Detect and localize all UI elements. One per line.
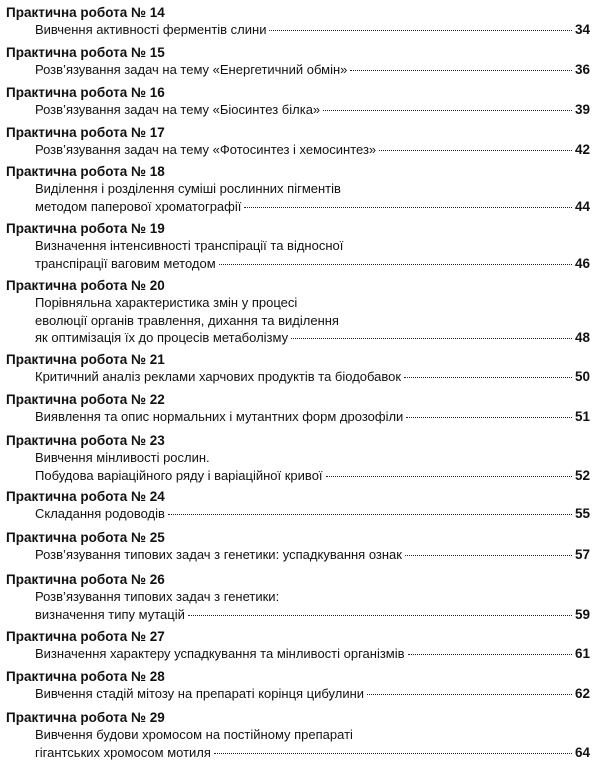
entry-description-text: методом паперової хроматографії [35, 198, 242, 214]
entry-description-line [6, 606, 590, 624]
dot-leader [219, 264, 572, 265]
toc-entry [6, 668, 590, 703]
toc-entry [6, 84, 590, 119]
entry-heading: Практична робота № 17 [6, 125, 165, 140]
entry-description-text: гігантських хромосом мотиля [35, 744, 211, 760]
page-number: 64 [574, 744, 590, 760]
entry-description-line [6, 237, 590, 255]
entry-description-line [6, 61, 590, 79]
entry-description-text: Вивчення будови хромосом на постійному препараті [35, 727, 353, 742]
entry-description-line [6, 467, 590, 485]
entry-description-text: Виділення і розділення суміші рослинних пігментів [35, 181, 341, 196]
entry-description-line [6, 744, 590, 762]
entry-description-line [6, 726, 590, 744]
entry-description-text: Вивчення мінливості рослин. [35, 450, 210, 465]
entry-heading: Практична робота № 19 [6, 221, 165, 236]
entry-heading: Практична робота № 21 [6, 352, 165, 367]
toc-entry [6, 488, 590, 523]
entry-description-text: Визначення характеру успадкування та мінливості організмів [35, 646, 405, 661]
page-number: 44 [574, 198, 590, 214]
page-number: 50 [574, 369, 590, 384]
dot-leader [379, 150, 572, 151]
entry-description-text: Визначення інтенсивності транспірації та відносної [35, 238, 344, 253]
page-number: 62 [574, 686, 590, 701]
dot-leader [406, 417, 572, 418]
entry-description-text: Побудова варіаційного ряду і варіаційної кривої [35, 467, 323, 483]
entry-heading: Практична робота № 28 [6, 669, 165, 684]
dot-leader [168, 514, 572, 515]
page-number: 51 [574, 409, 590, 424]
entry-description-text: Розв’язування типових задач з генетики: успадкування ознак [35, 547, 402, 562]
toc-entry [6, 529, 590, 564]
entry-description-line [6, 312, 590, 330]
entry-description-text: визначення типу мутацій [35, 606, 185, 622]
dot-leader [214, 753, 572, 754]
entry-description-text: як оптимізація їх до процесів метаболізму [35, 330, 289, 345]
entry-heading: Практична робота № 16 [6, 85, 165, 100]
page-number: 34 [574, 22, 590, 37]
toc-entry [6, 628, 590, 663]
entry-description-text: Вивчення активності ферментів слини [35, 22, 267, 37]
page-number: 59 [574, 606, 590, 622]
dot-leader [405, 555, 572, 556]
entry-description-text: Складання родоводів [35, 506, 165, 521]
toc-entry [6, 391, 590, 426]
entry-heading: Практична робота № 24 [6, 489, 165, 504]
entry-description-text: Вивчення стадій мітозу на препараті корінця цибулини [35, 686, 365, 701]
toc-entry [6, 351, 590, 386]
entry-description-line [6, 180, 590, 198]
entry-heading: Практична робота № 18 [6, 164, 165, 179]
entry-description-text: Порівняльна характеристика змін у процесі [35, 295, 298, 310]
entry-description-line [6, 255, 590, 273]
entry-description-line [6, 368, 590, 386]
toc-entry [6, 163, 590, 215]
toc-entry [6, 124, 590, 159]
entry-description-text: Розв’язування задач на тему «Біосинтез білка» [35, 102, 321, 117]
entry-description-line [6, 685, 590, 703]
page-number: 42 [574, 142, 590, 157]
entry-description-text: Розв’язування типових задач з генетики: [35, 589, 280, 604]
toc-entry [6, 4, 590, 39]
entry-description-line [6, 546, 590, 564]
entry-description-line [6, 198, 590, 216]
entry-description-line [6, 329, 590, 347]
entry-heading: Практична робота № 14 [6, 5, 165, 20]
page-number: 52 [574, 467, 590, 483]
page-number: 46 [574, 255, 590, 271]
dot-leader [326, 476, 572, 477]
entry-description-line [6, 645, 590, 663]
page-number: 57 [574, 547, 590, 562]
entry-description-line [6, 21, 590, 39]
entry-description-line [6, 294, 590, 312]
entry-heading: Практична робота № 25 [6, 530, 165, 545]
entry-description-text: Розв’язування задач на тему «Фотосинтез і хемосинтез» [35, 142, 377, 157]
entry-heading: Практична робота № 27 [6, 629, 165, 644]
entry-heading: Практична робота № 22 [6, 392, 165, 407]
page-number: 55 [574, 506, 590, 521]
page-number: 39 [574, 102, 590, 117]
toc-entry [6, 571, 590, 623]
entry-description-line [6, 505, 590, 523]
entry-description-line [6, 588, 590, 606]
entry-description-text: Виявлення та опис нормальних і мутантних форм дрозофіли [35, 409, 404, 424]
page-number: 48 [574, 330, 590, 345]
dot-leader [350, 70, 572, 71]
entry-description-text: Розв’язування задач на тему «Енергетичний обмін» [35, 62, 348, 77]
dot-leader [404, 377, 572, 378]
toc-entry [6, 277, 590, 347]
entry-heading: Практична робота № 26 [6, 572, 165, 587]
toc-entry [6, 220, 590, 272]
toc-entry [6, 44, 590, 79]
entry-description-line [6, 449, 590, 467]
entry-description-line [6, 141, 590, 159]
entry-description-text: еволюції органів травлення, дихання та виділення [35, 312, 339, 328]
entry-description-line [6, 101, 590, 119]
page-number: 36 [574, 62, 590, 77]
toc-entry [6, 709, 590, 761]
dot-leader [188, 615, 572, 616]
entry-description-line [6, 408, 590, 426]
entry-heading: Практична робота № 29 [6, 710, 165, 725]
entry-description-text: Критичний аналіз реклами харчових продуктів та біодобавок [35, 369, 402, 384]
entry-heading: Практична робота № 15 [6, 45, 165, 60]
entry-description-text: транспірації ваговим методом [35, 255, 216, 271]
page-number: 61 [574, 646, 590, 661]
dot-leader [269, 30, 572, 31]
entry-heading: Практична робота № 23 [6, 433, 165, 448]
toc-entry [6, 432, 590, 484]
entry-heading: Практична робота № 20 [6, 278, 165, 293]
dot-leader [323, 110, 572, 111]
dot-leader [291, 338, 572, 339]
dot-leader [408, 654, 572, 655]
dot-leader [367, 694, 572, 695]
dot-leader [244, 207, 572, 208]
